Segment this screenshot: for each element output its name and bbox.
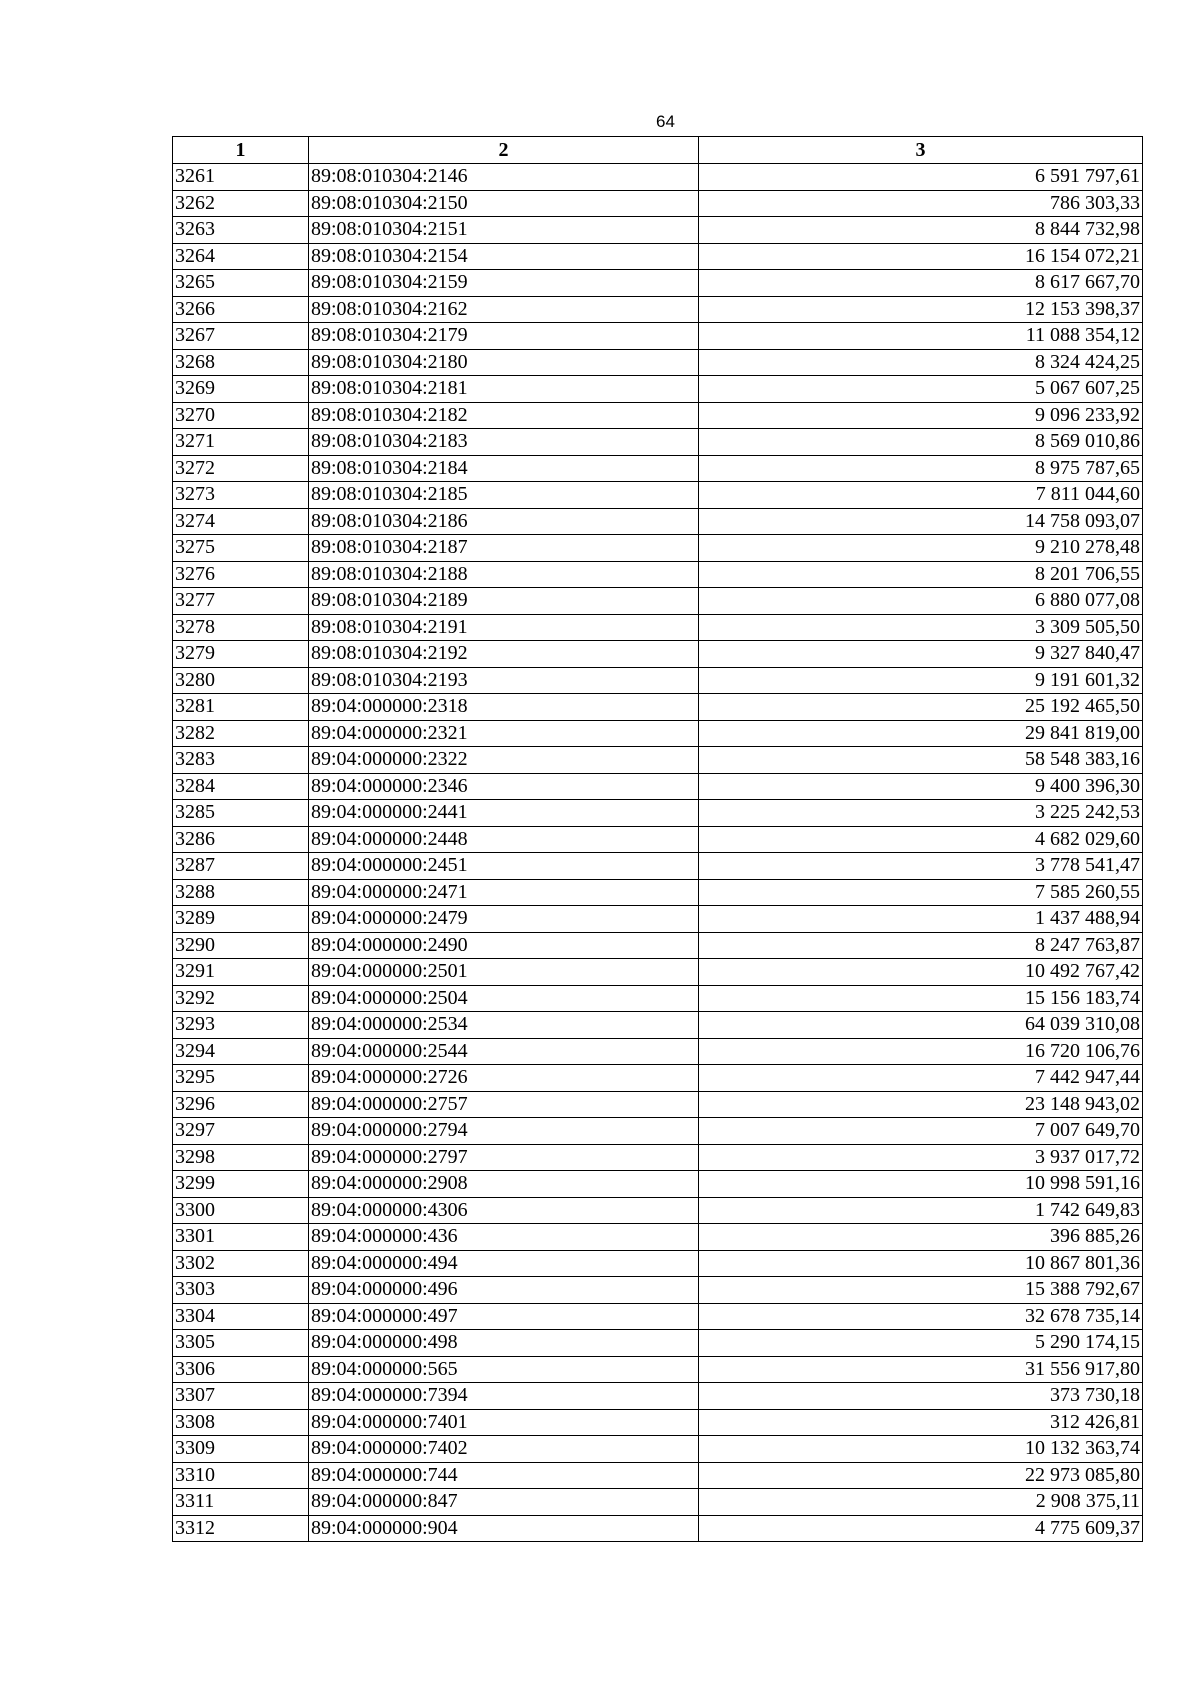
table-row <box>173 667 1143 694</box>
table-row <box>173 349 1143 376</box>
value-cell: 9 327 840,47 <box>699 641 1143 668</box>
cadastral-number-cell: 89:08:010304:2151 <box>309 217 699 244</box>
cadastral-number-cell: 89:04:000000:498 <box>309 1330 699 1357</box>
column-header-1: 1 <box>173 137 309 164</box>
row-number-cell: 3282 <box>173 720 309 747</box>
value-cell: 786 303,33 <box>699 190 1143 217</box>
value-cell: 7 811 044,60 <box>699 482 1143 509</box>
value-cell: 25 192 465,50 <box>699 694 1143 721</box>
cadastral-number-cell: 89:08:010304:2184 <box>309 455 699 482</box>
row-number-cell: 3287 <box>173 853 309 880</box>
value-cell: 7 007 649,70 <box>699 1118 1143 1145</box>
row-number-cell: 3294 <box>173 1038 309 1065</box>
cadastral-number-cell: 89:04:000000:2504 <box>309 985 699 1012</box>
cadastral-number-cell: 89:08:010304:2183 <box>309 429 699 456</box>
value-cell: 4 775 609,37 <box>699 1515 1143 1542</box>
value-cell: 8 975 787,65 <box>699 455 1143 482</box>
table-row <box>173 1489 1143 1516</box>
table-row <box>173 561 1143 588</box>
value-cell: 3 225 242,53 <box>699 800 1143 827</box>
table-row <box>173 1118 1143 1145</box>
cadastral-number-cell: 89:04:000000:2321 <box>309 720 699 747</box>
value-cell: 6 880 077,08 <box>699 588 1143 615</box>
table-row <box>173 1356 1143 1383</box>
cadastral-number-cell: 89:04:000000:2318 <box>309 694 699 721</box>
value-cell: 31 556 917,80 <box>699 1356 1143 1383</box>
table-row <box>173 164 1143 191</box>
table-row <box>173 959 1143 986</box>
cadastral-number-cell: 89:08:010304:2191 <box>309 614 699 641</box>
cadastral-number-cell: 89:08:010304:2180 <box>309 349 699 376</box>
row-number-cell: 3265 <box>173 270 309 297</box>
table-row <box>173 1330 1143 1357</box>
value-cell: 10 867 801,36 <box>699 1250 1143 1277</box>
value-cell: 4 682 029,60 <box>699 826 1143 853</box>
table-row <box>173 1436 1143 1463</box>
row-number-cell: 3300 <box>173 1197 309 1224</box>
table-row <box>173 1171 1143 1198</box>
table-row <box>173 879 1143 906</box>
table-row <box>173 1277 1143 1304</box>
cadastral-number-cell: 89:04:000000:496 <box>309 1277 699 1304</box>
table-row <box>173 720 1143 747</box>
table-row <box>173 323 1143 350</box>
cadastral-number-cell: 89:08:010304:2185 <box>309 482 699 509</box>
value-cell: 32 678 735,14 <box>699 1303 1143 1330</box>
table-row <box>173 217 1143 244</box>
row-number-cell: 3278 <box>173 614 309 641</box>
cadastral-number-cell: 89:08:010304:2193 <box>309 667 699 694</box>
value-cell: 10 998 591,16 <box>699 1171 1143 1198</box>
value-cell: 3 309 505,50 <box>699 614 1143 641</box>
cadastral-number-cell: 89:04:000000:494 <box>309 1250 699 1277</box>
value-cell: 16 720 106,76 <box>699 1038 1143 1065</box>
table-row <box>173 1383 1143 1410</box>
cadastral-number-cell: 89:08:010304:2146 <box>309 164 699 191</box>
cadastral-number-cell: 89:04:000000:2448 <box>309 826 699 853</box>
cadastral-number-cell: 89:04:000000:436 <box>309 1224 699 1251</box>
value-cell: 3 778 541,47 <box>699 853 1143 880</box>
table-row <box>173 402 1143 429</box>
row-number-cell: 3263 <box>173 217 309 244</box>
cadastral-number-cell: 89:08:010304:2181 <box>309 376 699 403</box>
value-cell: 6 591 797,61 <box>699 164 1143 191</box>
row-number-cell: 3311 <box>173 1489 309 1516</box>
row-number-cell: 3276 <box>173 561 309 588</box>
row-number-cell: 3286 <box>173 826 309 853</box>
column-header-3: 3 <box>699 137 1143 164</box>
cadastral-number-cell: 89:08:010304:2179 <box>309 323 699 350</box>
value-cell: 8 569 010,86 <box>699 429 1143 456</box>
table-row <box>173 243 1143 270</box>
row-number-cell: 3266 <box>173 296 309 323</box>
value-cell: 14 758 093,07 <box>699 508 1143 535</box>
table-row <box>173 800 1143 827</box>
row-number-cell: 3299 <box>173 1171 309 1198</box>
cadastral-number-cell: 89:04:000000:7402 <box>309 1436 699 1463</box>
row-number-cell: 3293 <box>173 1012 309 1039</box>
cadastral-number-cell: 89:04:000000:2471 <box>309 879 699 906</box>
table-row <box>173 455 1143 482</box>
table-row <box>173 1197 1143 1224</box>
cadastral-number-cell: 89:08:010304:2162 <box>309 296 699 323</box>
row-number-cell: 3303 <box>173 1277 309 1304</box>
row-number-cell: 3269 <box>173 376 309 403</box>
value-cell: 9 096 233,92 <box>699 402 1143 429</box>
row-number-cell: 3292 <box>173 985 309 1012</box>
row-number-cell: 3275 <box>173 535 309 562</box>
cadastral-number-cell: 89:04:000000:847 <box>309 1489 699 1516</box>
cadastral-number-cell: 89:04:000000:2757 <box>309 1091 699 1118</box>
row-number-cell: 3270 <box>173 402 309 429</box>
table-row <box>173 1038 1143 1065</box>
value-cell: 5 290 174,15 <box>699 1330 1143 1357</box>
cadastral-number-cell: 89:04:000000:2501 <box>309 959 699 986</box>
table-row <box>173 826 1143 853</box>
value-cell: 23 148 943,02 <box>699 1091 1143 1118</box>
row-number-cell: 3312 <box>173 1515 309 1542</box>
row-number-cell: 3304 <box>173 1303 309 1330</box>
cadastral-number-cell: 89:04:000000:2797 <box>309 1144 699 1171</box>
value-cell: 12 153 398,37 <box>699 296 1143 323</box>
value-cell: 11 088 354,12 <box>699 323 1143 350</box>
value-cell: 1 437 488,94 <box>699 906 1143 933</box>
table-row <box>173 985 1143 1012</box>
table-row <box>173 588 1143 615</box>
row-number-cell: 3305 <box>173 1330 309 1357</box>
cadastral-number-cell: 89:04:000000:2346 <box>309 773 699 800</box>
row-number-cell: 3285 <box>173 800 309 827</box>
table-row <box>173 429 1143 456</box>
cadastral-number-cell: 89:08:010304:2187 <box>309 535 699 562</box>
row-number-cell: 3310 <box>173 1462 309 1489</box>
value-cell: 10 492 767,42 <box>699 959 1143 986</box>
cadastral-number-cell: 89:04:000000:2794 <box>309 1118 699 1145</box>
cadastral-number-cell: 89:04:000000:7394 <box>309 1383 699 1410</box>
value-cell: 7 585 260,55 <box>699 879 1143 906</box>
row-number-cell: 3295 <box>173 1065 309 1092</box>
row-number-cell: 3298 <box>173 1144 309 1171</box>
table-row <box>173 932 1143 959</box>
table-row <box>173 1065 1143 1092</box>
page-number: 64 <box>656 112 675 131</box>
table-row <box>173 270 1143 297</box>
row-number-cell: 3302 <box>173 1250 309 1277</box>
value-cell: 10 132 363,74 <box>699 1436 1143 1463</box>
value-cell: 2 908 375,11 <box>699 1489 1143 1516</box>
table-row <box>173 694 1143 721</box>
table-body <box>173 164 1143 1542</box>
table-row <box>173 906 1143 933</box>
value-cell: 8 324 424,25 <box>699 349 1143 376</box>
cadastral-number-cell: 89:04:000000:2726 <box>309 1065 699 1092</box>
table-row <box>173 376 1143 403</box>
column-header-2: 2 <box>309 137 699 164</box>
table-row <box>173 1303 1143 1330</box>
row-number-cell: 3290 <box>173 932 309 959</box>
row-number-cell: 3273 <box>173 482 309 509</box>
row-number-cell: 3262 <box>173 190 309 217</box>
value-cell: 15 156 183,74 <box>699 985 1143 1012</box>
table-row <box>173 190 1143 217</box>
row-number-cell: 3308 <box>173 1409 309 1436</box>
table-row <box>173 1144 1143 1171</box>
value-cell: 8 844 732,98 <box>699 217 1143 244</box>
cadastral-number-cell: 89:08:010304:2154 <box>309 243 699 270</box>
value-cell: 396 885,26 <box>699 1224 1143 1251</box>
row-number-cell: 3301 <box>173 1224 309 1251</box>
cadastral-number-cell: 89:08:010304:2192 <box>309 641 699 668</box>
value-cell: 8 201 706,55 <box>699 561 1143 588</box>
cadastral-number-cell: 89:04:000000:2479 <box>309 906 699 933</box>
table-row <box>173 1462 1143 1489</box>
cadastral-number-cell: 89:04:000000:2544 <box>309 1038 699 1065</box>
cadastral-number-cell: 89:04:000000:744 <box>309 1462 699 1489</box>
value-cell: 64 039 310,08 <box>699 1012 1143 1039</box>
row-number-cell: 3289 <box>173 906 309 933</box>
row-number-cell: 3277 <box>173 588 309 615</box>
value-cell: 312 426,81 <box>699 1409 1143 1436</box>
cadastral-number-cell: 89:08:010304:2189 <box>309 588 699 615</box>
table-row <box>173 1409 1143 1436</box>
table-row <box>173 508 1143 535</box>
row-number-cell: 3309 <box>173 1436 309 1463</box>
value-cell: 8 247 763,87 <box>699 932 1143 959</box>
row-number-cell: 3291 <box>173 959 309 986</box>
value-cell: 7 442 947,44 <box>699 1065 1143 1092</box>
row-number-cell: 3281 <box>173 694 309 721</box>
row-number-cell: 3280 <box>173 667 309 694</box>
cadastral-number-cell: 89:04:000000:2534 <box>309 1012 699 1039</box>
cadastral-number-cell: 89:04:000000:497 <box>309 1303 699 1330</box>
table-row <box>173 1224 1143 1251</box>
table-row <box>173 1091 1143 1118</box>
table-row <box>173 535 1143 562</box>
cadastral-number-cell: 89:04:000000:2490 <box>309 932 699 959</box>
table-row <box>173 747 1143 774</box>
data-table <box>172 136 1143 1542</box>
value-cell: 373 730,18 <box>699 1383 1143 1410</box>
row-number-cell: 3307 <box>173 1383 309 1410</box>
row-number-cell: 3283 <box>173 747 309 774</box>
table-row <box>173 773 1143 800</box>
cadastral-number-cell: 89:04:000000:7401 <box>309 1409 699 1436</box>
cadastral-number-cell: 89:08:010304:2188 <box>309 561 699 588</box>
row-number-cell: 3284 <box>173 773 309 800</box>
value-cell: 16 154 072,21 <box>699 243 1143 270</box>
row-number-cell: 3306 <box>173 1356 309 1383</box>
row-number-cell: 3274 <box>173 508 309 535</box>
row-number-cell: 3267 <box>173 323 309 350</box>
row-number-cell: 3268 <box>173 349 309 376</box>
table-row <box>173 1012 1143 1039</box>
row-number-cell: 3279 <box>173 641 309 668</box>
cadastral-number-cell: 89:08:010304:2159 <box>309 270 699 297</box>
cadastral-number-cell: 89:08:010304:2182 <box>309 402 699 429</box>
table-row <box>173 296 1143 323</box>
value-cell: 29 841 819,00 <box>699 720 1143 747</box>
cadastral-number-cell: 89:04:000000:565 <box>309 1356 699 1383</box>
cadastral-number-cell: 89:04:000000:2441 <box>309 800 699 827</box>
table-header <box>173 137 1143 164</box>
cadastral-number-cell: 89:04:000000:904 <box>309 1515 699 1542</box>
value-cell: 1 742 649,83 <box>699 1197 1143 1224</box>
value-cell: 9 400 396,30 <box>699 773 1143 800</box>
value-cell: 8 617 667,70 <box>699 270 1143 297</box>
table-row <box>173 482 1143 509</box>
cadastral-number-cell: 89:04:000000:4306 <box>309 1197 699 1224</box>
value-cell: 5 067 607,25 <box>699 376 1143 403</box>
table-row <box>173 1515 1143 1542</box>
value-cell: 15 388 792,67 <box>699 1277 1143 1304</box>
value-cell: 3 937 017,72 <box>699 1144 1143 1171</box>
cadastral-number-cell: 89:04:000000:2322 <box>309 747 699 774</box>
value-cell: 9 191 601,32 <box>699 667 1143 694</box>
value-cell: 22 973 085,80 <box>699 1462 1143 1489</box>
value-cell: 9 210 278,48 <box>699 535 1143 562</box>
row-number-cell: 3261 <box>173 164 309 191</box>
table-row <box>173 614 1143 641</box>
cadastral-number-cell: 89:08:010304:2150 <box>309 190 699 217</box>
row-number-cell: 3271 <box>173 429 309 456</box>
cadastral-number-cell: 89:08:010304:2186 <box>309 508 699 535</box>
table-row <box>173 1250 1143 1277</box>
table-row <box>173 641 1143 668</box>
cadastral-number-cell: 89:04:000000:2451 <box>309 853 699 880</box>
row-number-cell: 3272 <box>173 455 309 482</box>
table-row <box>173 853 1143 880</box>
row-number-cell: 3288 <box>173 879 309 906</box>
header-row <box>173 137 1143 164</box>
row-number-cell: 3296 <box>173 1091 309 1118</box>
row-number-cell: 3264 <box>173 243 309 270</box>
value-cell: 58 548 383,16 <box>699 747 1143 774</box>
row-number-cell: 3297 <box>173 1118 309 1145</box>
cadastral-number-cell: 89:04:000000:2908 <box>309 1171 699 1198</box>
